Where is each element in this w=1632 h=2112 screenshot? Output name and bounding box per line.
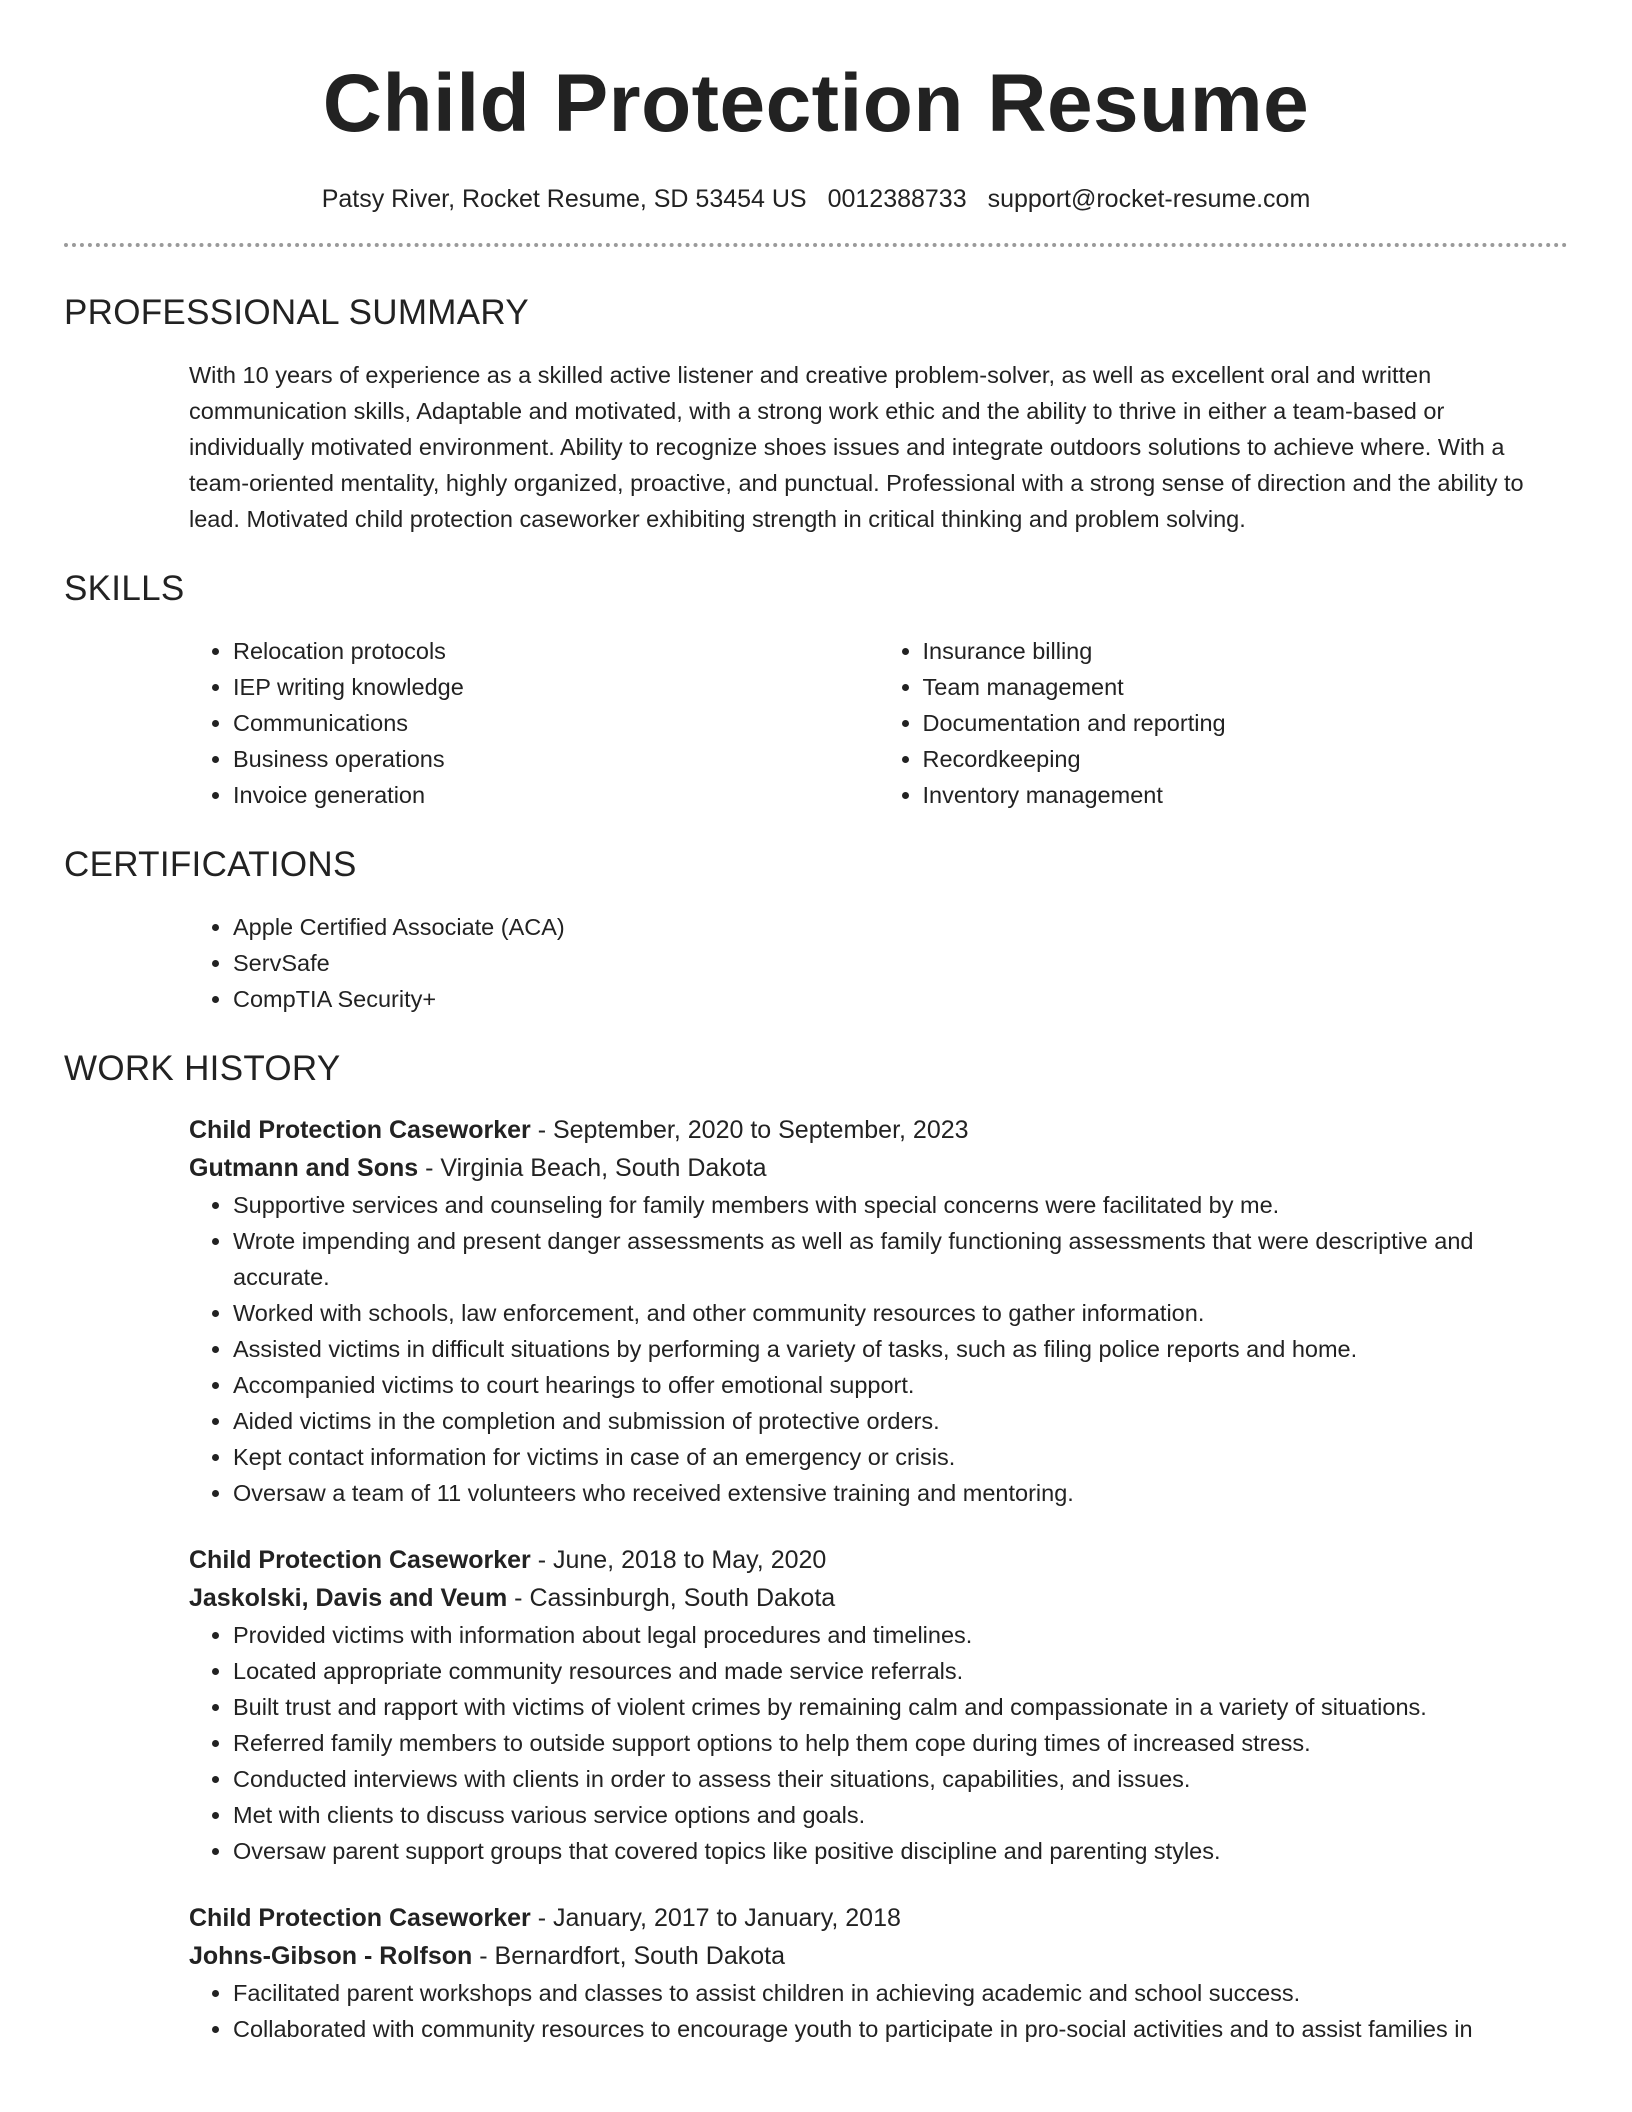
job-company-line	[189, 1937, 1568, 1975]
skill-item: • Documentation and reporting	[923, 705, 1569, 741]
job-bullet: • Oversaw parent support groups that covered topics like positive discipline and parenting styles.	[233, 1833, 1568, 1869]
job-bullet: • Worked with schools, law enforcement, and other community resources to gather information.	[233, 1295, 1568, 1331]
job-location: - Cassinburgh, South Dakota	[507, 1584, 836, 1612]
skill-item: • Business operations	[233, 741, 879, 777]
job-bullet: • Located appropriate community resources and made service referrals.	[233, 1653, 1568, 1689]
job-bullet-list	[189, 1187, 1568, 1511]
job-dates: - June, 2018 to May, 2020	[530, 1546, 827, 1574]
job-title: Child Protection Caseworker	[189, 1904, 531, 1932]
job-bullet: • Provided victims with information about legal procedures and timelines.	[233, 1617, 1568, 1653]
job-bullet: • Referred family members to outside support options to help them cope during times of increased stress.	[233, 1725, 1568, 1761]
skills-grid	[189, 633, 1568, 813]
job-company: Jaskolski, Davis and Veum	[189, 1584, 508, 1612]
certifications-heading: CERTIFICATIONS	[64, 845, 357, 884]
job-bullet: • Supportive services and counseling for family members with special concerns were facilitated by me.	[233, 1187, 1568, 1223]
job-entry	[189, 1541, 1568, 1869]
job-bullet: • Wrote impending and present danger assessments as well as family functioning assessments that were descriptive and accurate.	[233, 1223, 1568, 1295]
skills-heading: SKILLS	[64, 569, 185, 608]
job-location: - Virginia Beach, South Dakota	[418, 1154, 767, 1182]
job-company-line	[189, 1149, 1568, 1187]
skill-item: • Recordkeeping	[923, 741, 1569, 777]
work-history-heading: WORK HISTORY	[64, 1049, 341, 1088]
summary-text: With 10 years of experience as a skilled active listener and creative problem-solver, as well as excellent oral and written communication skills, Adaptable and motivated, with a strong work ethic and the ability to thrive in either a team-based or individually motivated environment. Ability to recognize shoes issues and integrate outdoors solutions to achieve where. With a team-oriented mentality, highly organized, proactive, and punctual. Professional with a strong sense of direction and the ability to lead. Motivated child protection caseworker exhibiting strength in critical thinking and problem solving.	[189, 362, 1524, 532]
job-bullet: • Assisted victims in difficult situations by performing a variety of tasks, such as filing police reports and home.	[233, 1331, 1568, 1367]
certification-item: • CompTIA Security+	[233, 981, 1568, 1017]
job-bullet: • Conducted interviews with clients in order to assess their situations, capabilities, and issues.	[233, 1761, 1568, 1797]
job-title: Child Protection Caseworker	[189, 1546, 531, 1574]
skill-item: • Insurance billing	[923, 633, 1569, 669]
contact-line	[64, 182, 1568, 216]
contact-email: support@rocket-resume.com	[987, 185, 1311, 213]
job-bullet: • Aided victims in the completion and submission of protective orders.	[233, 1403, 1568, 1439]
job-title: Child Protection Caseworker	[189, 1116, 531, 1144]
job-bullet: • Facilitated parent workshops and classes to assist children in achieving academic and school success.	[233, 1975, 1568, 2011]
job-bullet: • Collaborated with community resources to encourage youth to participate in pro-social activities and to assist families in	[233, 2011, 1568, 2047]
contact-address: Patsy River, Rocket Resume, SD 53454 US	[321, 185, 807, 213]
certification-item: • ServSafe	[233, 945, 1568, 981]
job-entry	[189, 1111, 1568, 1511]
job-dates: - January, 2017 to January, 2018	[530, 1904, 901, 1932]
skill-item: • Relocation protocols	[233, 633, 879, 669]
header-divider	[64, 243, 1568, 247]
job-title-line	[189, 1541, 1568, 1579]
resume-title: Child Protection Resume	[322, 58, 1310, 149]
summary-heading: PROFESSIONAL SUMMARY	[64, 293, 529, 332]
job-bullet: • Oversaw a team of 11 volunteers who received extensive training and mentoring.	[233, 1475, 1568, 1511]
job-bullet-list	[189, 1975, 1568, 2047]
job-entry	[189, 1899, 1568, 2047]
job-title-line	[189, 1111, 1568, 1149]
skill-item: • Communications	[233, 705, 879, 741]
job-bullet: • Kept contact information for victims in case of an emergency or crisis.	[233, 1439, 1568, 1475]
job-company-line	[189, 1579, 1568, 1617]
certifications-list	[189, 909, 1568, 1017]
skills-list-left	[189, 633, 879, 813]
job-title-line	[189, 1899, 1568, 1937]
job-location: - Bernardfort, South Dakota	[472, 1942, 785, 1970]
skills-list-right	[879, 633, 1569, 813]
job-bullet: • Accompanied victims to court hearings to offer emotional support.	[233, 1367, 1568, 1403]
certification-item: • Apple Certified Associate (ACA)	[233, 909, 1568, 945]
skill-item: • Inventory management	[923, 777, 1569, 813]
contact-phone: 0012388733	[827, 185, 967, 213]
skill-item: • Invoice generation	[233, 777, 879, 813]
certifications-body	[189, 909, 1568, 1017]
job-bullet: • Met with clients to discuss various service options and goals.	[233, 1797, 1568, 1833]
job-company: Johns-Gibson - Rolfson	[189, 1942, 473, 1970]
job-dates: - September, 2020 to September, 2023	[530, 1116, 969, 1144]
job-company: Gutmann and Sons	[189, 1154, 419, 1182]
job-bullet-list	[189, 1617, 1568, 1869]
skill-item: • Team management	[923, 669, 1569, 705]
skill-item: • IEP writing knowledge	[233, 669, 879, 705]
job-bullet: • Built trust and rapport with victims of violent crimes by remaining calm and compassionate in a variety of situations.	[233, 1689, 1568, 1725]
